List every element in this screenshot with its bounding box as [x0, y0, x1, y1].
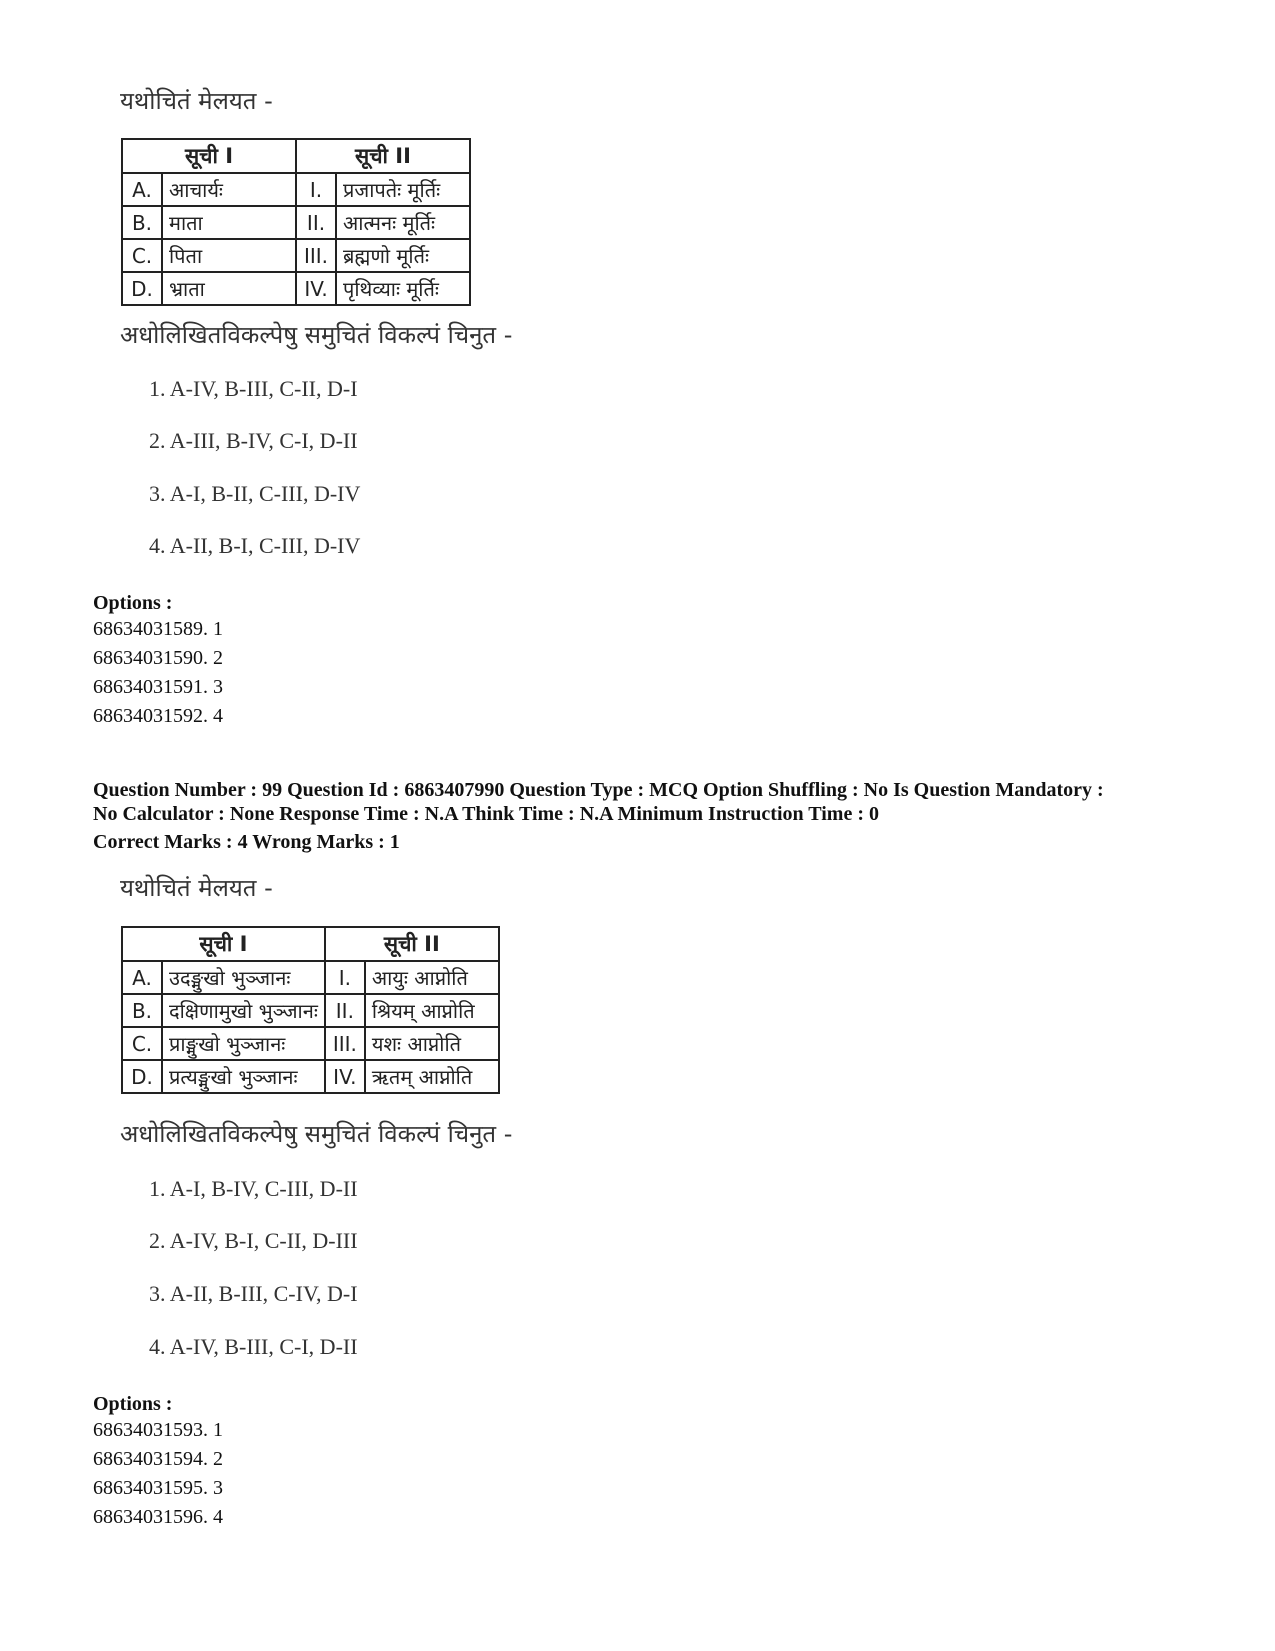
q2-instruction: यथोचितं मेलयत -	[120, 874, 273, 902]
q1-choice-2-wrap	[93, 428, 1213, 454]
q2-prompt: अधोलिखितविकल्पेषु समुचितं विकल्पं चिनुत -	[120, 1120, 513, 1148]
table-cell: D.	[122, 1060, 162, 1093]
q2-instruction-block	[93, 871, 1213, 904]
table-cell: ऋतम् आप्नोति	[365, 1060, 499, 1093]
table-cell: I.	[325, 961, 365, 994]
q2-choice-1-wrap	[93, 1176, 1213, 1202]
q2-option-1: 68634031593. 1	[93, 1419, 223, 1441]
q2-choice-4: 4. A-IV, B-III, C-I, D-II	[149, 1334, 358, 1359]
q1-option-3: 68634031591. 3	[93, 676, 223, 698]
q2-choice-4-wrap	[93, 1334, 1213, 1360]
q1-match-table	[121, 138, 471, 306]
table-row	[122, 1027, 499, 1060]
table-row	[122, 206, 470, 239]
table-cell: A.	[122, 173, 162, 206]
q1-prompt: अधोलिखितविकल्पेषु समुचितं विकल्पं चिनुत -	[120, 321, 513, 349]
q2-meta-line1: Question Number : 99 Question Id : 6863407990 Question Type : MCQ Option Shuffling : No Is Question Mandatory :	[93, 779, 1104, 801]
table-cell: II.	[296, 206, 336, 239]
table-cell: ब्रह्मणो मूर्तिः	[336, 239, 470, 272]
table-cell: आयुः आप्नोति	[365, 961, 499, 994]
q2-choice-3: 3. A-II, B-III, C-IV, D-I	[149, 1281, 358, 1306]
table-cell: श्रियम् आप्नोति	[365, 994, 499, 1027]
table-cell: B.	[122, 994, 162, 1027]
q1-options-label: Options :	[93, 592, 173, 614]
q2-meta-line2: No Calculator : None Response Time : N.A Think Time : N.A Minimum Instruction Time : 0	[93, 803, 879, 825]
column-header: सूची I	[122, 927, 325, 961]
table-cell: प्रजापतेः मूर्तिः	[336, 173, 470, 206]
table-cell: प्रत्यङ्मुखो भुञ्जानः	[162, 1060, 325, 1093]
q1-choice-1-wrap	[93, 376, 1213, 402]
table-cell: I.	[296, 173, 336, 206]
q1-choice-4-wrap	[93, 533, 1213, 559]
table-cell: पिता	[162, 239, 296, 272]
table-row	[122, 239, 470, 272]
table-cell: C.	[122, 1027, 162, 1060]
q1-instruction-block	[93, 84, 1213, 117]
table-row	[122, 173, 470, 206]
table-cell: C.	[122, 239, 162, 272]
table-row	[122, 1060, 499, 1093]
q2-meta-block	[93, 778, 1213, 854]
q2-options-block	[93, 1393, 1213, 1532]
column-header: सूची II	[325, 927, 499, 961]
q1-choice-3: 3. A-I, B-II, C-III, D-IV	[149, 481, 361, 506]
q1-choice-3-wrap	[93, 481, 1213, 507]
q2-marks: Correct Marks : 4 Wrong Marks : 1	[93, 831, 400, 853]
q1-prompt-block	[93, 318, 1213, 351]
table-cell: भ्राता	[162, 272, 296, 305]
table-cell: आत्मनः मूर्तिः	[336, 206, 470, 239]
table-cell: A.	[122, 961, 162, 994]
table-row	[122, 272, 470, 305]
q2-match-table	[121, 926, 500, 1094]
table-cell: माता	[162, 206, 296, 239]
table-cell: D.	[122, 272, 162, 305]
table-cell: B.	[122, 206, 162, 239]
table-cell: उदङ्मुखो भुञ्जानः	[162, 961, 325, 994]
column-header: सूची II	[296, 139, 470, 173]
q2-prompt-block	[93, 1117, 1213, 1150]
table-header-row	[122, 139, 470, 173]
q1-option-1: 68634031589. 1	[93, 618, 223, 640]
table-cell: III.	[296, 239, 336, 272]
column-header: सूची I	[122, 139, 296, 173]
q1-instruction: यथोचितं मेलयत -	[120, 87, 273, 115]
table-cell: II.	[325, 994, 365, 1027]
table-cell: IV.	[325, 1060, 365, 1093]
q1-match-table-block	[93, 138, 1213, 306]
q2-choice-3-wrap	[93, 1281, 1213, 1307]
q2-options-label: Options :	[93, 1393, 173, 1415]
table-cell: आचार्यः	[162, 173, 296, 206]
q1-choice-4: 4. A-II, B-I, C-III, D-IV	[149, 533, 361, 558]
q1-option-4: 68634031592. 4	[93, 705, 223, 727]
q2-option-3: 68634031595. 3	[93, 1477, 223, 1499]
table-cell: पृथिव्याः मूर्तिः	[336, 272, 470, 305]
table-row	[122, 961, 499, 994]
table-cell: दक्षिणामुखो भुञ्जानः	[162, 994, 325, 1027]
q2-option-4: 68634031596. 4	[93, 1506, 223, 1528]
q2-match-table-block	[93, 926, 1213, 1094]
q1-options-block	[93, 592, 1213, 731]
q1-option-2: 68634031590. 2	[93, 647, 223, 669]
q1-choice-2: 2. A-III, B-IV, C-I, D-II	[149, 428, 358, 453]
q2-choice-2: 2. A-IV, B-I, C-II, D-III	[149, 1228, 358, 1253]
table-cell: III.	[325, 1027, 365, 1060]
q2-option-2: 68634031594. 2	[93, 1448, 223, 1470]
table-row	[122, 994, 499, 1027]
q1-choice-1: 1. A-IV, B-III, C-II, D-I	[149, 376, 358, 401]
q2-choice-2-wrap	[93, 1228, 1213, 1254]
table-cell: यशः आप्नोति	[365, 1027, 499, 1060]
q2-choice-1: 1. A-I, B-IV, C-III, D-II	[149, 1176, 358, 1201]
table-cell: प्राङ्मुखो भुञ्जानः	[162, 1027, 325, 1060]
table-header-row	[122, 927, 499, 961]
table-cell: IV.	[296, 272, 336, 305]
